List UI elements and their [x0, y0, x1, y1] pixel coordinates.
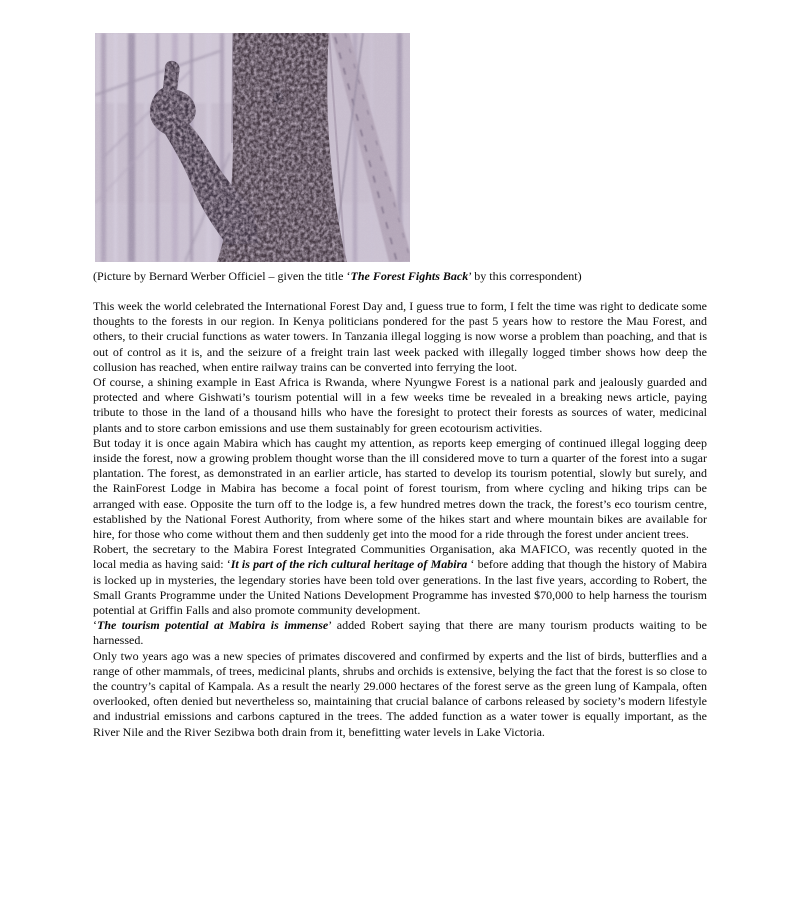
paragraph-forest-day: This week the world celebrated the International Forest Day and, I guess true to form, I felt the time was right to dedicate some thoughts to the forests in our region. In Kenya politicians pondered for the past 5 years how to restore the Mau Forest, and others, to their crucial functions as water towers. In Tanzania illegal logging is now worse a problem than poaching, and that is out of control as it is, and the seizure of a freight train last week packed with illegally logged timber shows how deep the collusion has reached, when entire railway trains can be converted into ferrying the loot. — [93, 299, 707, 374]
paragraph-mabira: But today it is once again Mabira which has caught my attention, as reports keep emerging of continued illegal logging deep inside the forest, now a growing problem thought worse than the ill considered move to turn a quarter of the forest into a sugar plantation. The forest, as demonstrated in an earlier article, has started to develop its tourism potential, slowly but surely, and the RainForest Lodge in Mabira has become a focal point of forest tourism, from where cycling and hiking trips can be arranged with ease. Opposite the turn off to the lodge is, a few hundred metres down the track, the forest’s eco tourism centre, established by the National Forest Authority, from where some of the hikes start and where mountain bikes are available for hire, for those who come without them and then suddenly get into the mood for a ride through the forest under ancient trees. — [93, 435, 707, 542]
article-body — [93, 299, 707, 740]
forest-photo — [95, 33, 410, 262]
photo-caption — [93, 269, 707, 284]
caption-suffix: ’ by this correspondent) — [468, 269, 582, 283]
caption-title: The Forest Fights Back — [350, 269, 469, 283]
paragraph-robert-quote: Robert, the secretary to the Mabira Forest Integrated Communities Organisation, aka MAFICO, was recently quoted in the local media as having said: ‘It is part of the rich cultural heritage of Mabira ‘ before adding that though the history of Mabira is locked up in mysteries, the legendary stories have been told over generations. In the last five years, according to Robert, the Small Grants Programme under the United Nations Development Programme has invested $70,000 to help harness the tourism potential at Griffin Falls and also promote community development. — [93, 542, 707, 618]
forest-photo-image — [95, 33, 410, 262]
paragraph-biodiversity: Only two years ago was a new species of primates discovered and confirmed by experts and the list of birds, butterflies and a range of other mammals, of trees, medicinal plants, shrubs and orchids is extensive, belying the fact that the forest is so close to the country’s capital of Kampala. As a result the nearly 29.000 hectares of the forest serve as the green lung of Kampala, often overlooked, often denied but nevertheless so, maintaining that crucial balance of carbons released by society’s modern lifestyle and industrial emissions and carbons captured in the trees. The added function as a water tower is equally important, as the River Nile and the River Sezibwa both drain from it, benefitting water levels in Lake Victoria. — [93, 648, 707, 739]
paragraph-rwanda: Of course, a shining example in East Africa is Rwanda, where Nyungwe Forest is a national park and jealously guarded and protected and where Gishwati’s tourism potential will in a few weeks time be revealed in a breaking news article, paying tribute to those in the land of a thousand hills who have the foresight to protect their forests as sources of water, medicinal plants and to store carbon emissions and use them sustainably for green ecotourism activities. — [93, 375, 707, 435]
photo-grain — [95, 33, 410, 262]
caption-prefix: (Picture by Bernard Werber Officiel – given the title ‘ — [93, 269, 351, 283]
document-content — [93, 33, 707, 740]
paragraph-tourism-potential: ‘The tourism potential at Mabira is immense’ added Robert saying that there are many tourism products waiting to be harnessed. — [93, 618, 707, 648]
